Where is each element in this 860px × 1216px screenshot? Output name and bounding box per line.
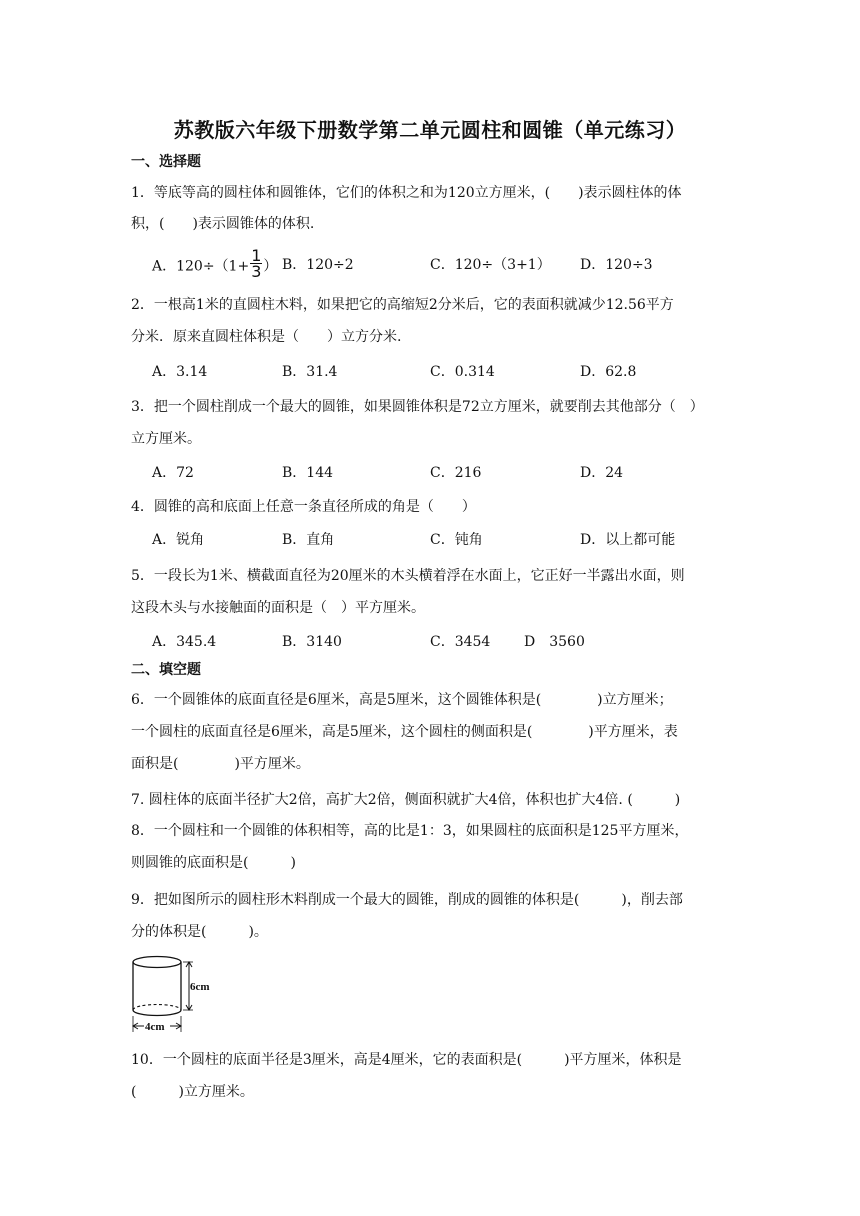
q4-option-c: C．钝角 (430, 532, 483, 548)
q3-text-line2: 立方厘米。 (131, 431, 201, 447)
q9-text-line1: 9．把如图所示的圆柱形木料削成一个最大的圆锥，削成的圆锥的体积是( )，削去部 (131, 892, 683, 908)
q1-text-line1: 1．等底等高的圆柱体和圆锥体，它们的体积之和为120立方厘米，( )表示圆柱体的体 (131, 185, 682, 201)
q5-option-c: C．3454 (430, 634, 491, 650)
q1-option-a-fraction (250, 248, 262, 279)
q2-option-a: A．3.14 (152, 364, 208, 380)
fraction-denominator: 3 (251, 262, 262, 281)
q2-text-line1: 2．一根高1米的直圆柱木料，如果把它的高缩短2分米后，它的表面积就减少12.56平方 (131, 297, 674, 313)
q4-option-b: B．直角 (282, 532, 335, 548)
q5-text-line2: 这段木头与水接触面的面积是（ ）平方厘米。 (131, 600, 425, 616)
q5-option-a: A．345.4 (152, 634, 217, 650)
fraction-numerator: 1 (251, 246, 262, 265)
height-label: 6cm (190, 981, 210, 993)
cylinder-bottom-back-arc (133, 1005, 181, 1011)
q1-option-d: D．120÷3 (580, 257, 653, 273)
cylinder-top-ellipse (133, 957, 181, 968)
q2-option-d: D．62.8 (580, 364, 637, 380)
q1-option-a-prefix: A．120÷（1+ (152, 258, 250, 275)
q3-text-line1: 3．把一个圆柱削成一个最大的圆锥，如果圆锥体积是72立方厘米，就要削去其他部分（ ） (131, 399, 704, 415)
q8-text-line1: 8．一个圆柱和一个圆锥的体积相等，高的比是1：3，如果圆柱的底面积是125平方厘米， (131, 823, 689, 839)
q10-text-line1: 10．一个圆柱的底面半径是3厘米，高是4厘米，它的表面积是( )平方厘米，体积是 (131, 1052, 682, 1068)
q5-text-line1: 5．一段长为1米、横截面直径为20厘米的木头横着浮在水面上，它正好一半露出水面，则 (131, 568, 685, 584)
q3-option-c: C．216 (430, 465, 482, 481)
q1-text-line2: 积，( )表示圆锥体的体积. (131, 216, 315, 232)
q2-option-b: B．31.4 (282, 364, 338, 380)
q8-text-line2: 则圆锥的底面积是( ) (131, 855, 296, 871)
q9-text-line2: 分的体积是( )。 (131, 924, 268, 940)
cylinder-figure (129, 952, 219, 1036)
q1-option-b: B．120÷2 (282, 257, 354, 273)
q3-option-a: A．72 (152, 465, 194, 481)
q2-option-c: C．0.314 (430, 364, 495, 380)
q6-text-line3: 面积是( )平方厘米。 (131, 756, 310, 772)
q5-option-b: B．3140 (282, 634, 342, 650)
q3-option-b: B．144 (282, 465, 334, 481)
page-title: 苏教版六年级下册数学第二单元圆柱和圆锥（单元练习） (173, 118, 687, 142)
section-choice-heading: 一、选择题 (131, 154, 201, 170)
cylinder-bottom-front-arc (133, 1010, 181, 1016)
q1-option-a-suffix: ） (263, 258, 278, 275)
q5-option-d: D 3560 (524, 634, 585, 650)
q6-text-line2: 一个圆柱的底面直径是6厘米，高是5厘米，这个圆柱的侧面积是( )平方厘米，表 (131, 724, 678, 740)
q4-option-a: A．锐角 (152, 532, 205, 548)
q1-option-a (152, 246, 278, 281)
q4-text-line1: 4．圆锥的高和底面上任意一条直径所成的角是（ ） (131, 499, 476, 515)
q3-option-d: D．24 (580, 465, 624, 481)
q7-text-line1: 7. 圆柱体的底面半径扩大2倍，高扩大2倍，侧面积就扩大4倍，体积也扩大4倍. ( ) (131, 792, 681, 808)
width-label: 4cm (145, 1021, 165, 1033)
section-fill-heading: 二、填空题 (131, 662, 201, 678)
q10-text-line2: ( )立方厘米。 (131, 1084, 254, 1100)
q6-text-line1: 6．一个圆锥体的底面直径是6厘米，高是5厘米，这个圆锥体积是( )立方厘米； (131, 692, 673, 708)
q1-option-c: C．120÷（3+1） (430, 257, 551, 273)
q2-text-line2: 分米．原来直圆柱体积是（ ）立方分米. (131, 329, 402, 345)
q4-option-d: D．以上都可能 (580, 532, 676, 548)
